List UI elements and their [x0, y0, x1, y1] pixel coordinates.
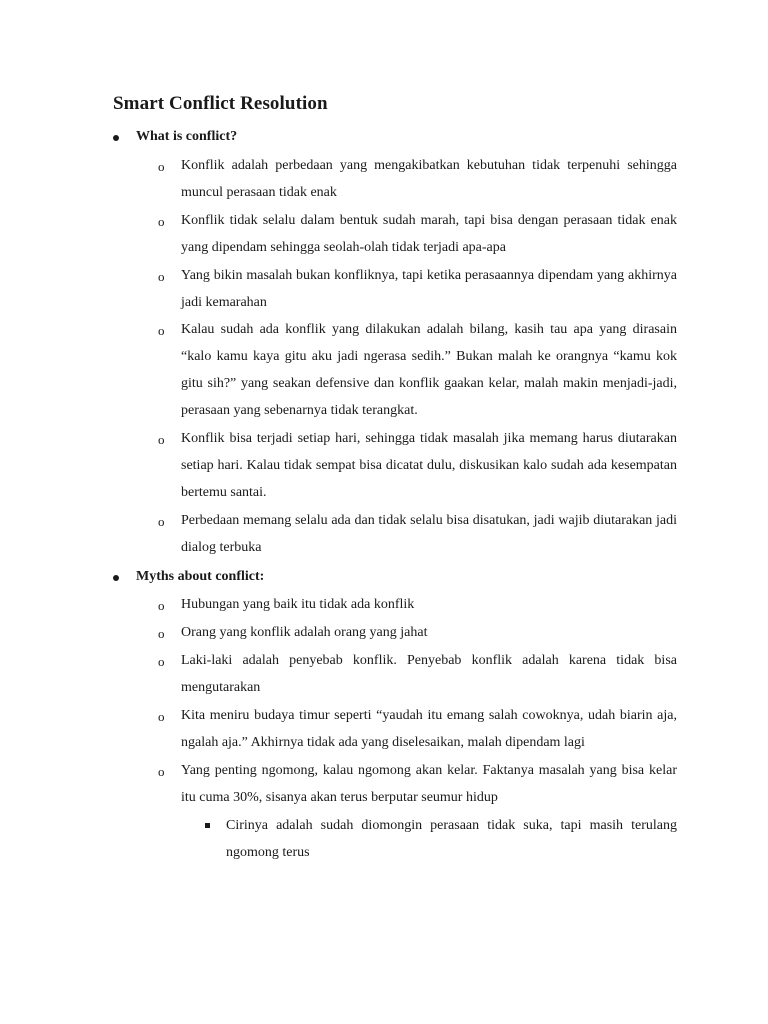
item-bullet: o	[158, 764, 165, 779]
item-bullet: o	[158, 514, 165, 529]
list-item: Yang bikin masalah bukan konfliknya, tapi ketika perasaannya dipendam yang akhirnya jadi kemarahan	[181, 268, 677, 310]
list-item: Orang yang konflik adalah orang yang jahat	[181, 625, 428, 640]
item-bullet: o	[158, 323, 165, 338]
section-heading: Myths about conflict:	[136, 569, 265, 584]
item-bullet: o	[158, 709, 165, 724]
sub-list-item: Cirinya adalah sudah diomongin perasaan tidak suka, tapi masih terulang ngomong terus	[226, 818, 677, 860]
list-item: Yang penting ngomong, kalau ngomong akan kelar. Faktanya masalah yang bisa kelar itu cuma 30%, sisanya akan terus berputar seumur hidup	[181, 763, 677, 805]
list-item: Konflik adalah perbedaan yang mengakibatkan kebutuhan tidak terpenuhi sehingga muncul perasaan tidak enak	[181, 158, 677, 200]
list-item: Konflik tidak selalu dalam bentuk sudah marah, tapi bisa dengan perasaan tidak enak yang dipendam sehingga seolah-olah tidak terjadi apa-apa	[181, 213, 677, 255]
list-item: Perbedaan memang selalu ada dan tidak selalu bisa disatukan, jadi wajib diutarakan jadi dialog terbuka	[181, 513, 677, 555]
list-item: Kita meniru budaya timur seperti “yaudah itu emang salah cowoknya, udah biarin aja, ngalah aja.” Akhirnya tidak ada yang diselesaikan, malah dipendam lagi	[181, 708, 677, 750]
list-item: Laki-laki adalah penyebab konflik. Penyebab konflik adalah karena tidak bisa mengutarakan	[181, 653, 677, 695]
item-bullet: o	[158, 432, 165, 447]
list-item: Konflik bisa terjadi setiap hari, sehingga tidak masalah jika memang harus diutarakan setiap hari. Kalau tidak sempat bisa dicatat dulu, diskusikan kalo sudah ada kesempatan bertemu santai.	[181, 431, 677, 500]
list-item: Kalau sudah ada konflik yang dilakukan adalah bilang, kasih tau apa yang dirasain “kalo kamu kaya gitu aku jadi ngerasa sedih.” Bukan malah ke orangnya “kamu kok gitu sih?” yang seakan defensive dan konflik gaakan kelar, malah makin menjadi-jadi, perasaan yang sebenarnya tidak terangkat.	[181, 322, 677, 418]
sub-item-bullet	[205, 823, 210, 828]
item-bullet: o	[158, 214, 165, 229]
document-title: Smart Conflict Resolution	[113, 93, 328, 114]
item-bullet: o	[158, 269, 165, 284]
item-bullet: o	[158, 159, 165, 174]
section-heading: What is conflict?	[136, 129, 238, 144]
section-bullet	[113, 135, 119, 141]
list-item: Hubungan yang baik itu tidak ada konflik	[181, 597, 415, 612]
item-bullet: o	[158, 598, 165, 613]
item-bullet: o	[158, 626, 165, 641]
item-bullet: o	[158, 654, 165, 669]
section-bullet	[113, 575, 119, 581]
